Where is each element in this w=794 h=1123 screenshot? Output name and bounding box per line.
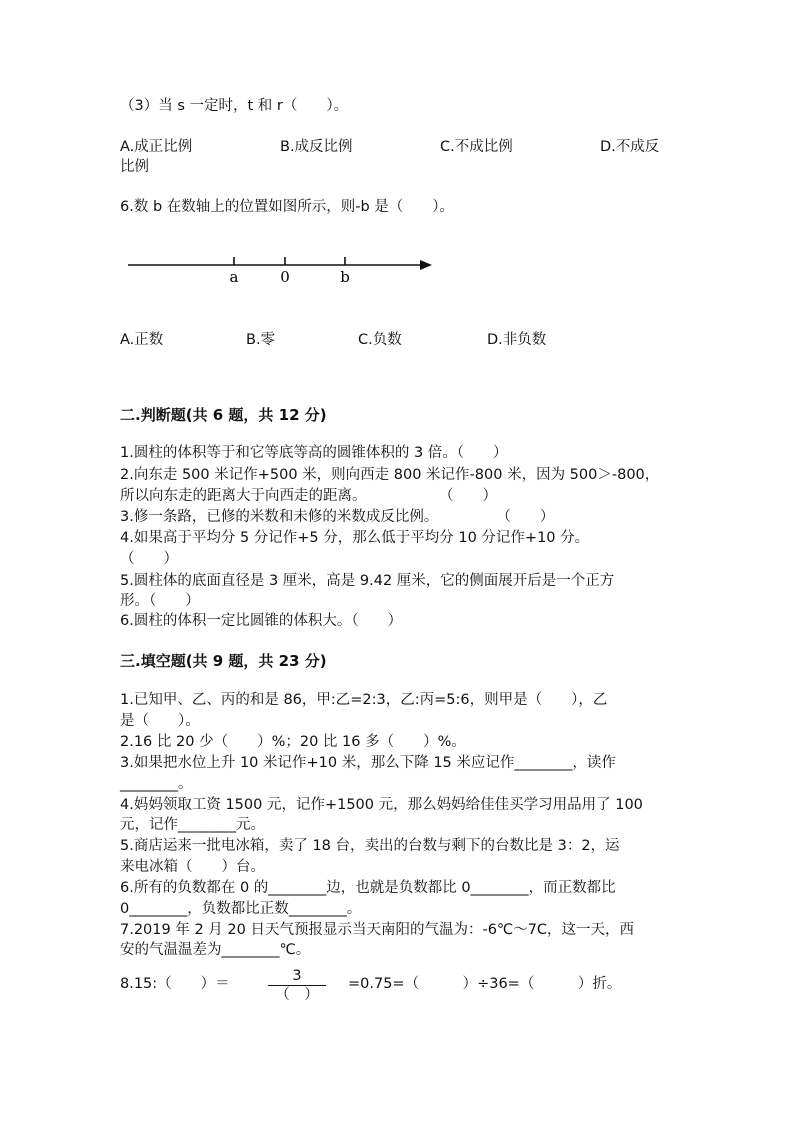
judge-line: 5.圆柱体的底面直径是 3 厘米，高是 9.42 厘米，它的侧面展开后是一个正方 bbox=[120, 573, 615, 589]
section-3-heading: 三.填空题(共 9 题，共 23 分) bbox=[120, 652, 327, 670]
judge-line: 1.圆柱的体积等于和它等底等高的圆锥体积的 3 倍。（ ） bbox=[120, 445, 508, 461]
judge-line: 6.圆柱的体积一定比圆锥的体积大。（ ） bbox=[120, 613, 403, 629]
judge-line: 形。（ ） bbox=[120, 593, 200, 609]
fill-line: 7.2019 年 2 月 20 日天气预报显示当天南阳的气温为：-6℃～7C，这一天，西 bbox=[120, 922, 635, 938]
judge-line: 4.如果高于平均分 5 分记作+5 分，那么低于平均分 10 分记作+10 分。 bbox=[120, 530, 590, 546]
label-b: b bbox=[340, 268, 350, 286]
fill-line: 5.商店运来一批电冰箱，卖了 18 台，卖出的台数与剩下的台数比是 3：2，运 bbox=[120, 838, 620, 854]
option-b: B.成反比例 bbox=[280, 139, 353, 155]
option-d: D.不成反 bbox=[600, 139, 660, 155]
section-2-heading: 二.判断题(共 6 题，共 12 分) bbox=[120, 406, 327, 424]
fill-line: 来电冰箱（ ）台。 bbox=[120, 859, 265, 875]
label-zero: 0 bbox=[280, 268, 290, 286]
q6-option-a: A.正数 bbox=[120, 332, 164, 348]
judge-line: 2.向东走 500 米记作+500 米，则向西走 800 米记作-800 米，因为 500＞-800， bbox=[120, 467, 660, 483]
fill-line: 6.所有的负数都在 0 的________边，也就是负数都比 0________，而正数都比 bbox=[120, 880, 616, 896]
fraction-bar bbox=[268, 985, 326, 986]
fraction-numerator: 3 bbox=[292, 968, 302, 984]
fill-line: 3.如果把水位上升 10 米记作+10 米，那么下降 15 米应记作________，读作 bbox=[120, 755, 616, 771]
fill-line: 是（ ）。 bbox=[120, 713, 200, 729]
number-line-figure bbox=[120, 248, 440, 288]
q6-option-d: D.非负数 bbox=[487, 332, 547, 348]
fraction-denominator: （ ） bbox=[275, 987, 319, 1003]
q8-left: 8.15:（ ）＝ bbox=[120, 976, 230, 992]
q8-right: =0.75=（ ）÷36=（ ）折。 bbox=[348, 976, 622, 992]
option-c: C.不成比例 bbox=[440, 139, 513, 155]
question-5-3-stem: （3）当 s 一定时，t 和 r（ ）。 bbox=[120, 98, 349, 114]
fill-line: 4.妈妈领取工资 1500 元，记作+1500 元，那么妈妈给佳佳买学习用品用了 100 bbox=[120, 797, 643, 813]
number-line-arrow bbox=[420, 260, 432, 270]
fraction bbox=[268, 968, 326, 1003]
fill-line: 元，记作________元。 bbox=[120, 817, 265, 833]
option-d-wrap: 比例 bbox=[120, 159, 149, 175]
fill-line: ________。 bbox=[120, 776, 193, 792]
fill-line: 安的气温温差为________℃。 bbox=[120, 942, 311, 958]
q6-option-b: B.零 bbox=[246, 332, 276, 348]
fill-line: 1.已知甲、乙、丙的和是 86，甲:乙=2:3，乙:丙=5:6，则甲是（ ），乙 bbox=[120, 692, 608, 708]
q6-option-c: C.负数 bbox=[358, 332, 402, 348]
judge-line: （ ） bbox=[120, 551, 178, 567]
label-a: a bbox=[229, 268, 239, 286]
fill-line: 0________，负数都比正数________。 bbox=[120, 901, 362, 917]
judge-line: 3.修一条路，已修的米数和未修的米数成反比例。 （ ） bbox=[120, 509, 555, 525]
judge-line: 所以向东走的距离大于向西走的距离。 （ ） bbox=[120, 488, 497, 504]
option-a: A.成正比例 bbox=[120, 139, 193, 155]
fill-line: 2.16 比 20 少（ ）%；20 比 16 多（ ）%。 bbox=[120, 734, 466, 750]
question-6-stem: 6.数 b 在数轴上的位置如图所示，则-b 是（ ）。 bbox=[120, 199, 455, 215]
